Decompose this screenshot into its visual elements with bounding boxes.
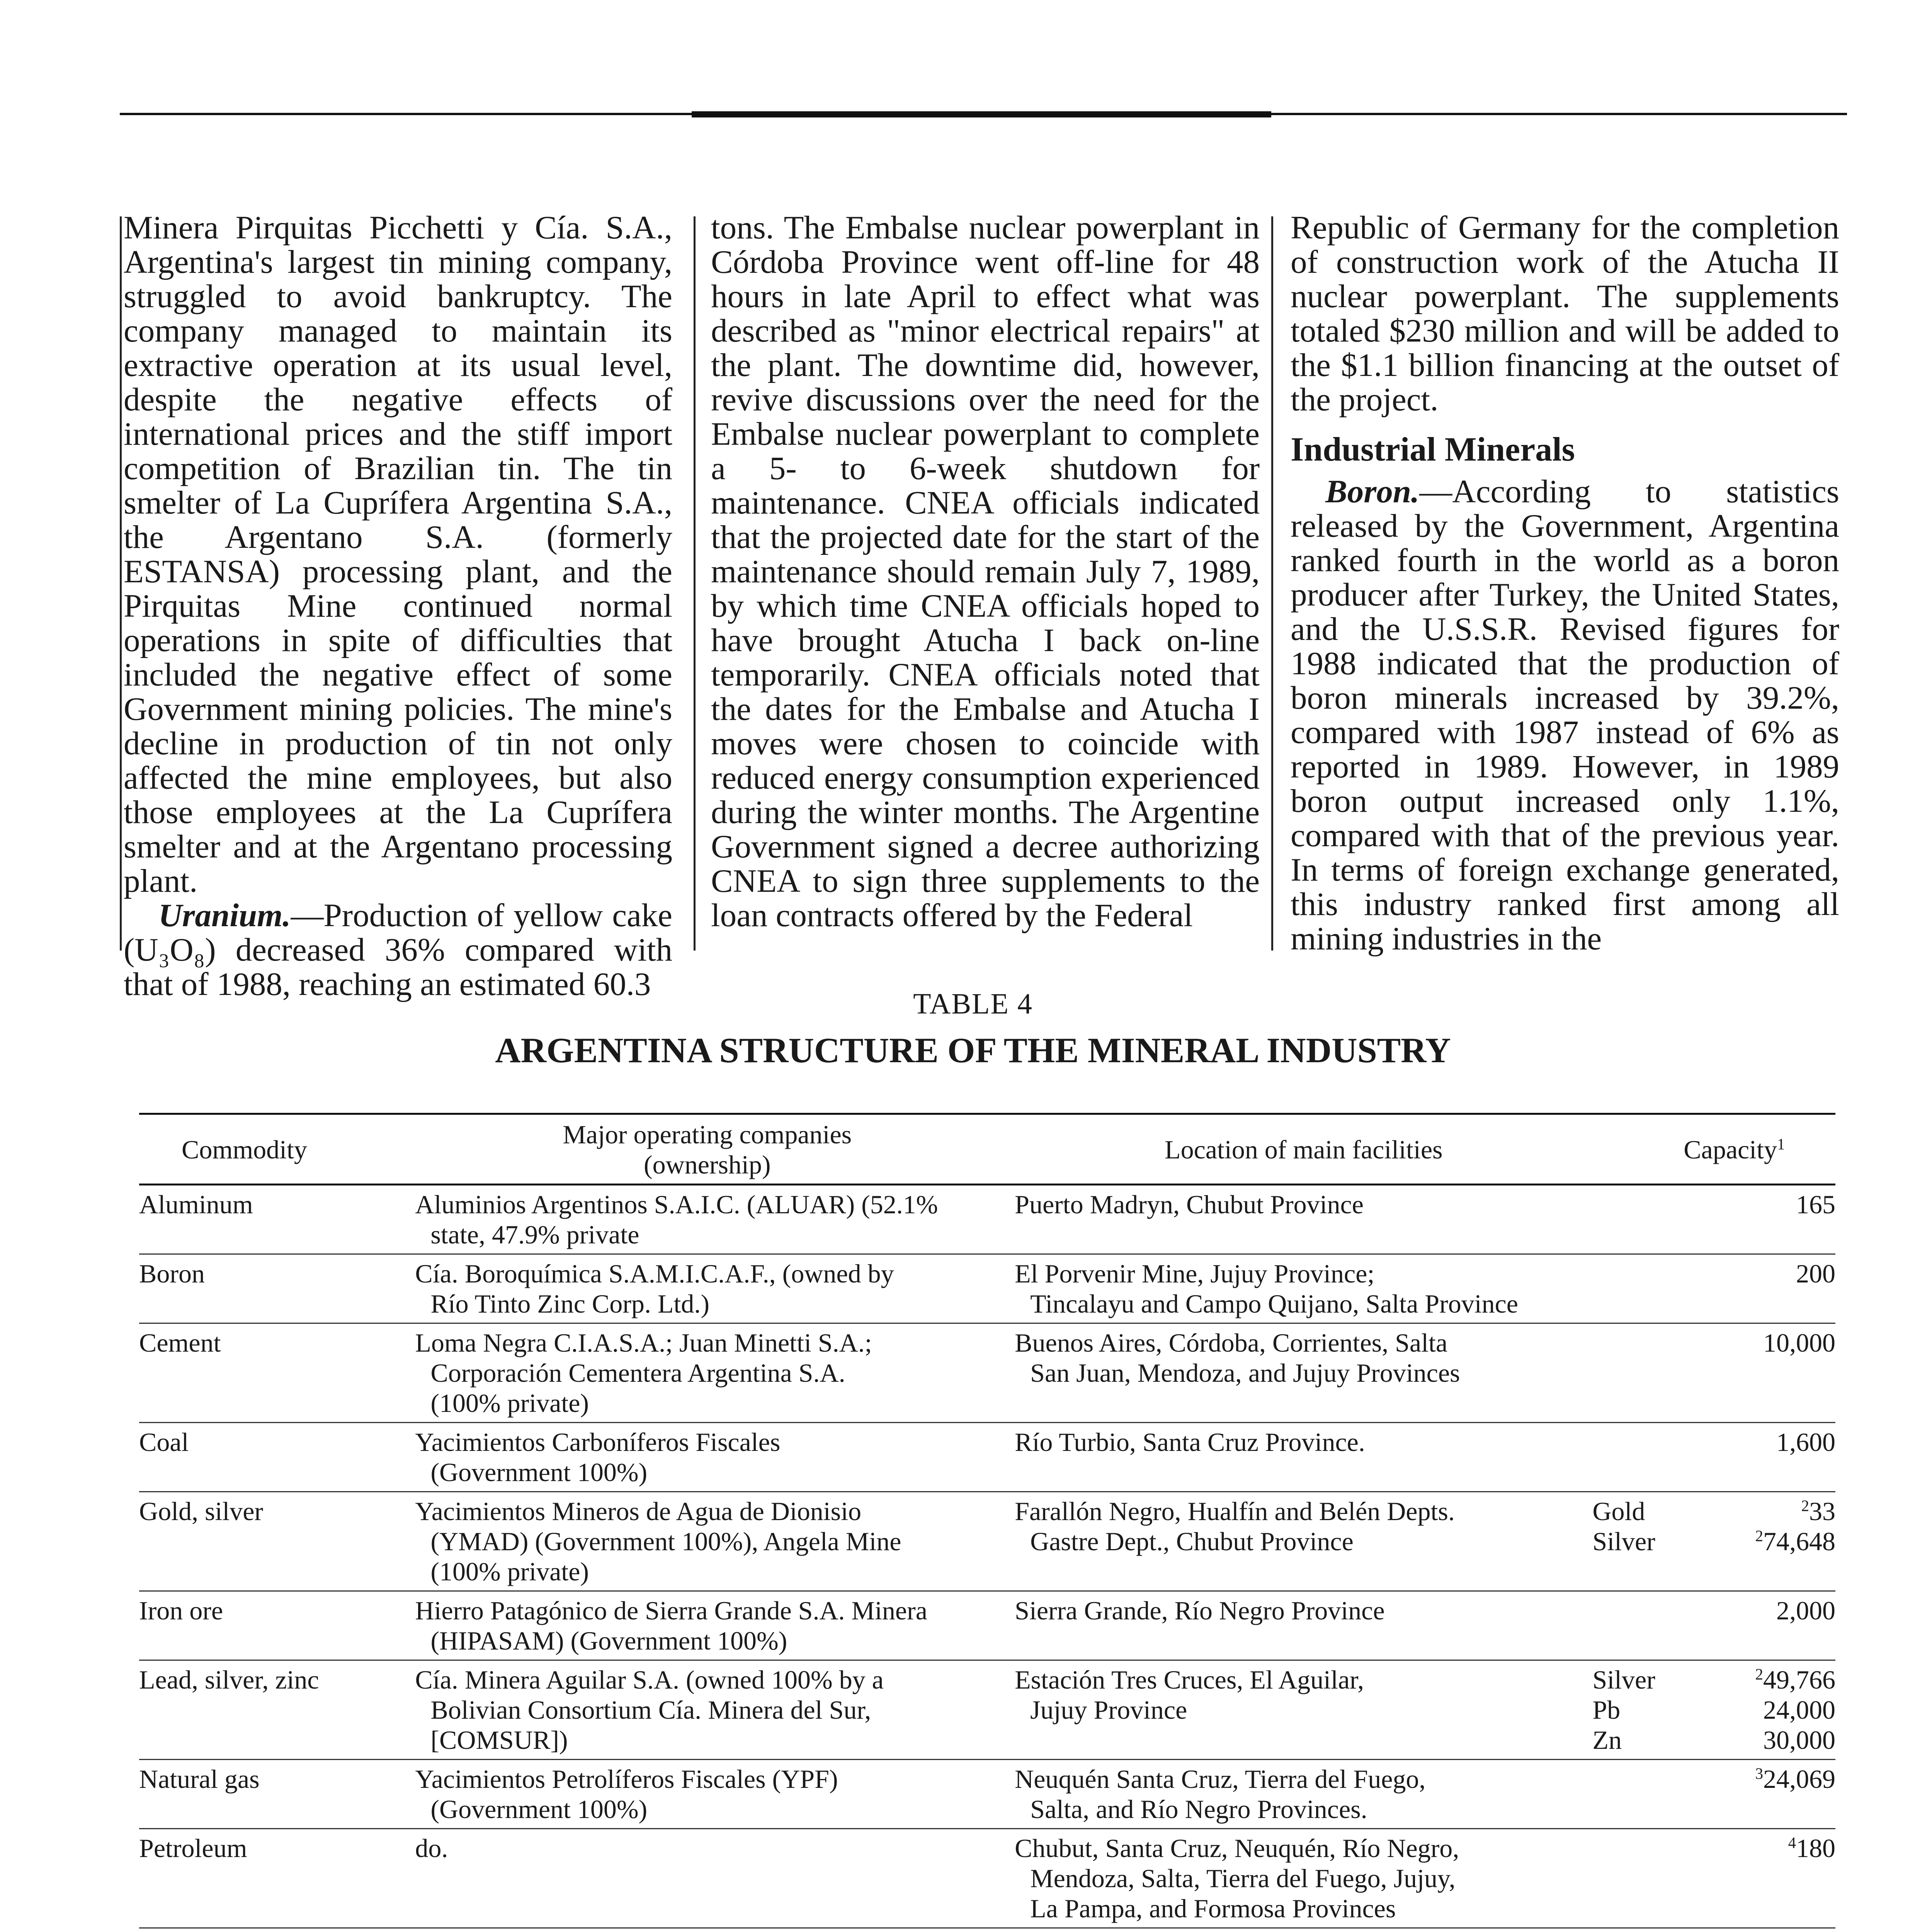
cell-location bbox=[1015, 1185, 1592, 1254]
cell-companies-text: Yacimientos Carboníferos Fiscales (Government 100%) bbox=[415, 1427, 781, 1487]
cell-commodity-text: Gold, silver bbox=[139, 1497, 264, 1526]
cell-commodity bbox=[139, 1185, 415, 1254]
capacity-values bbox=[1684, 1595, 1835, 1626]
cell-capacity bbox=[1684, 1928, 1835, 1932]
cell-commodity bbox=[139, 1760, 415, 1829]
cell-location-text: Farallón Negro, Hualfín and Belén Depts. Gastre Dept., Chubut Province bbox=[1015, 1497, 1455, 1556]
table-body bbox=[139, 1185, 1835, 1932]
cell-location-text: Río Turbio, Santa Cruz Province. bbox=[1015, 1427, 1365, 1457]
cell-capacity-class-text: Gold Silver bbox=[1592, 1497, 1655, 1556]
capacity-value: 165 bbox=[1796, 1190, 1835, 1219]
table-row bbox=[139, 1591, 1835, 1660]
cell-companies bbox=[415, 1660, 1015, 1760]
cell-commodity-text: Natural gas bbox=[139, 1764, 260, 1794]
column-rule-left bbox=[120, 216, 122, 951]
cell-companies-text: Aluminios Argentinos S.A.I.C. (ALUAR) (52.1% state, 47.9% private bbox=[415, 1190, 938, 1249]
cell-commodity bbox=[139, 1423, 415, 1492]
capacity-value: 1,600 bbox=[1776, 1427, 1835, 1457]
header-companies-text: Major operating companies (ownership) bbox=[563, 1120, 852, 1179]
cell-companies bbox=[415, 1254, 1015, 1323]
cell-capacity-class bbox=[1592, 1254, 1684, 1323]
cell-location bbox=[1015, 1829, 1592, 1928]
table-title: ARGENTINA STRUCTURE OF THE MINERAL INDUSTRY bbox=[495, 1031, 1451, 1070]
paragraph: Republic of Germany for the completion of construction work of the Atucha II nuclear powerplant. The supplements totaled $230 million and will be added to the $1.1 billion financing at the outset of the project. bbox=[1291, 209, 1839, 418]
cell-location bbox=[1015, 1760, 1592, 1829]
cell-location bbox=[1015, 1323, 1592, 1423]
cell-capacity-class bbox=[1592, 1591, 1684, 1660]
cell-commodity bbox=[139, 1829, 415, 1928]
capacity-line bbox=[1684, 1595, 1835, 1626]
capacity-values bbox=[1684, 1496, 1835, 1556]
header-capacity bbox=[1684, 1114, 1835, 1185]
cell-capacity bbox=[1684, 1254, 1835, 1323]
cell-location-text: Chubut, Santa Cruz, Neuquén, Río Negro, Mendoza, Salta, Tierra del Fuego, Jujuy, La Pampa, and Formosa Provinces bbox=[1015, 1833, 1459, 1923]
footnote-ref: 2 bbox=[1755, 1665, 1763, 1683]
table bbox=[139, 1113, 1835, 1932]
cell-companies bbox=[415, 1492, 1015, 1591]
capacity-values bbox=[1684, 1833, 1835, 1863]
cell-location bbox=[1015, 1660, 1592, 1760]
capacity-line bbox=[1684, 1725, 1835, 1755]
cell-commodity bbox=[139, 1492, 415, 1591]
capacity-value: 200 bbox=[1796, 1259, 1835, 1288]
header-commodity: Commodity bbox=[139, 1114, 415, 1185]
table-row bbox=[139, 1254, 1835, 1323]
header-class-blank bbox=[1592, 1114, 1684, 1185]
paragraph: tons. The Embalse nuclear powerplant in Córdoba Province went off-line for 48 hours in late April to effect what was described as "minor electrical repairs" at the plant. The downtime did, however, revive discussions over the need for the Embalse nuclear powerplant to complete a 5- to 6-week shutdown for maintenance. CNEA officials indicated that the projected date for the start of the maintenance should remain July 7, 1989, by which time CNEA officials hoped to have brought Atucha I back on-line temporarily. CNEA officials noted that the dates for the Embalse and Atucha I moves were chosen to coincide with reduced energy consumption experienced during the winter months. The Argentine Government signed a decree authorizing CNEA to sign three supplements to the loan contracts offered by the Federal bbox=[711, 209, 1260, 934]
capacity-values bbox=[1684, 1189, 1835, 1219]
table-row bbox=[139, 1829, 1835, 1928]
run-in-heading: Boron. bbox=[1325, 473, 1420, 510]
cell-location bbox=[1015, 1928, 1592, 1932]
cell-capacity-class-text: Silver Pb Zn bbox=[1592, 1665, 1655, 1755]
capacity-line bbox=[1684, 1259, 1835, 1289]
cell-commodity bbox=[139, 1928, 415, 1932]
cell-companies bbox=[415, 1323, 1015, 1423]
run-in-heading: Uranium. bbox=[158, 897, 291, 934]
cell-companies bbox=[415, 1928, 1015, 1932]
paragraph-text: —Production of yellow cake (U₃O₈) decreased 36% compared with that of 1988, reaching an estimated 60.3 bbox=[124, 897, 672, 1002]
cell-capacity bbox=[1684, 1829, 1835, 1928]
cell-capacity-class bbox=[1592, 1760, 1684, 1829]
cell-commodity bbox=[139, 1591, 415, 1660]
capacity-values bbox=[1684, 1665, 1835, 1755]
cell-capacity-class bbox=[1592, 1660, 1684, 1760]
mineral-industry-table bbox=[139, 1113, 1835, 1932]
cell-companies bbox=[415, 1185, 1015, 1254]
cell-capacity bbox=[1684, 1760, 1835, 1829]
capacity-value: 33 bbox=[1809, 1497, 1835, 1526]
cell-location bbox=[1015, 1492, 1592, 1591]
table-row bbox=[139, 1660, 1835, 1760]
top-rule-accent bbox=[692, 111, 1271, 117]
capacity-line bbox=[1684, 1496, 1835, 1526]
cell-commodity-text: Petroleum bbox=[139, 1833, 247, 1863]
capacity-values bbox=[1684, 1427, 1835, 1457]
capacity-value: 30,000 bbox=[1763, 1725, 1835, 1755]
cell-capacity bbox=[1684, 1591, 1835, 1660]
capacity-line bbox=[1684, 1189, 1835, 1219]
cell-location-text: Buenos Aires, Córdoba, Corrientes, Salta San Juan, Mendoza, and Jujuy Provinces bbox=[1015, 1328, 1460, 1388]
column-rule-middle-left bbox=[694, 216, 696, 951]
cell-commodity-text: Iron ore bbox=[139, 1596, 223, 1625]
cell-companies-text: Yacimientos Petrolíferos Fiscales (YPF) (Government 100%) bbox=[415, 1764, 838, 1824]
capacity-value: 24,000 bbox=[1763, 1695, 1835, 1725]
capacity-values bbox=[1684, 1259, 1835, 1289]
cell-capacity-class bbox=[1592, 1829, 1684, 1928]
cell-capacity bbox=[1684, 1323, 1835, 1423]
cell-commodity bbox=[139, 1660, 415, 1760]
table-row bbox=[139, 1185, 1835, 1254]
cell-companies-text: Yacimientos Mineros de Agua de Dionisio (YMAD) (Government 100%), Angela Mine (100% private) bbox=[415, 1497, 901, 1586]
table-label: TABLE 4 bbox=[913, 988, 1033, 1020]
capacity-values bbox=[1684, 1764, 1835, 1794]
cell-commodity bbox=[139, 1323, 415, 1423]
capacity-value: 74,648 bbox=[1763, 1527, 1835, 1556]
cell-location bbox=[1015, 1591, 1592, 1660]
paragraph: Minera Pirquitas Picchetti y Cía. S.A., Argentina's largest tin mining company, struggled to avoid bankruptcy. The company managed to maintain its extractive operation at its usual level, despite the negative effects of international prices and the stiff import competition of Brazilian tin. The tin smelter of La Cuprífera Argentina S.A., the Argentano S.A. (formerly ESTANSA) processing plant, and the Pirquitas Mine continued normal operations in spite of difficulties that included the negative effect of some Government mining policies. The mine's decline in production of tin not only affected the mine employees, but also those employees at the La Cuprífera smelter and at the Argentano processing plant. bbox=[124, 209, 672, 899]
header-location: Location of main facilities bbox=[1015, 1114, 1592, 1185]
cell-companies bbox=[415, 1591, 1015, 1660]
capacity-line bbox=[1684, 1695, 1835, 1725]
footnote-ref: 4 bbox=[1788, 1834, 1796, 1852]
cell-capacity bbox=[1684, 1492, 1835, 1591]
cell-commodity-text: Lead, silver, zinc bbox=[139, 1665, 319, 1694]
capacity-value: 180 bbox=[1796, 1833, 1835, 1863]
cell-commodity bbox=[139, 1254, 415, 1323]
text-column-1 bbox=[124, 209, 672, 1002]
cell-location bbox=[1015, 1423, 1592, 1492]
cell-capacity-class bbox=[1592, 1185, 1684, 1254]
cell-location-text: Estación Tres Cruces, El Aguilar, Jujuy Province bbox=[1015, 1665, 1364, 1725]
cell-location bbox=[1015, 1254, 1592, 1323]
table-row bbox=[139, 1760, 1835, 1829]
cell-capacity-class bbox=[1592, 1928, 1684, 1932]
cell-companies-text: Loma Negra C.I.A.S.A.; Juan Minetti S.A.; Corporación Cementera Argentina S.A. (100% private) bbox=[415, 1328, 872, 1418]
cell-companies bbox=[415, 1423, 1015, 1492]
footnote-ref: 2 bbox=[1755, 1527, 1763, 1545]
capacity-value: 2,000 bbox=[1776, 1596, 1835, 1625]
cell-capacity-class bbox=[1592, 1323, 1684, 1423]
cell-companies-text: Cía. Boroquímica S.A.M.I.C.A.F., (owned by Río Tinto Zinc Corp. Ltd.) bbox=[415, 1259, 894, 1318]
capacity-values bbox=[1684, 1328, 1835, 1358]
capacity-line bbox=[1684, 1328, 1835, 1358]
table-row bbox=[139, 1928, 1835, 1932]
text-column-2 bbox=[711, 211, 1260, 980]
cell-companies-text: do. bbox=[415, 1833, 448, 1863]
cell-capacity bbox=[1684, 1185, 1835, 1254]
capacity-value: 10,000 bbox=[1763, 1328, 1835, 1357]
table-row bbox=[139, 1323, 1835, 1423]
paragraph-uranium bbox=[124, 898, 672, 1002]
cell-commodity-text: Boron bbox=[139, 1259, 205, 1288]
cell-commodity-text: Coal bbox=[139, 1427, 189, 1457]
text-column-3 bbox=[1291, 211, 1839, 980]
capacity-line bbox=[1684, 1833, 1835, 1863]
table-row bbox=[139, 1492, 1835, 1591]
header-capacity-text: Capacity bbox=[1684, 1135, 1777, 1164]
capacity-value: 24,069 bbox=[1763, 1764, 1835, 1794]
column-rule-middle-right bbox=[1271, 216, 1273, 951]
table-header-row bbox=[139, 1114, 1835, 1185]
cell-location-text: El Porvenir Mine, Jujuy Province; Tincalayu and Campo Quijano, Salta Province bbox=[1015, 1259, 1518, 1318]
cell-location-text: Sierra Grande, Río Negro Province bbox=[1015, 1596, 1385, 1625]
capacity-line bbox=[1684, 1526, 1835, 1556]
cell-commodity-text: Aluminum bbox=[139, 1190, 253, 1219]
paragraph-text: —According to statistics released by the Government, Argentina ranked fourth in the world as a boron producer after Turkey, the United States, and the U.S.S.R. Revised figures for 1988 indicated that the production of boron minerals increased by 39.2%, compared with 1987 instead of 6% as reported in 1989. However, in 1989 boron output increased only 1.1%, compared with that of the previous year. In terms of foreign exchange generated, this industry ranked first among all mining industries in the bbox=[1291, 473, 1839, 957]
cell-companies bbox=[415, 1829, 1015, 1928]
footnote-ref: 2 bbox=[1801, 1497, 1809, 1515]
capacity-line bbox=[1684, 1665, 1835, 1695]
cell-capacity-class bbox=[1592, 1492, 1684, 1591]
cell-capacity bbox=[1684, 1423, 1835, 1492]
section-heading: Industrial Minerals bbox=[1291, 431, 1575, 468]
cell-companies-text: Hierro Patagónico de Sierra Grande S.A. Minera (HIPASAM) (Government 100%) bbox=[415, 1596, 927, 1655]
footnote-ref: 3 bbox=[1755, 1765, 1763, 1782]
cell-capacity bbox=[1684, 1660, 1835, 1760]
table-row bbox=[139, 1423, 1835, 1492]
capacity-line bbox=[1684, 1764, 1835, 1794]
footnote-ref: 1 bbox=[1777, 1135, 1785, 1153]
header-companies bbox=[415, 1114, 1015, 1185]
cell-capacity-class bbox=[1592, 1423, 1684, 1492]
cell-location-text: Puerto Madryn, Chubut Province bbox=[1015, 1190, 1364, 1219]
cell-location-text: Neuquén Santa Cruz, Tierra del Fuego, Salta, and Río Negro Provinces. bbox=[1015, 1764, 1426, 1824]
paragraph-boron bbox=[1291, 474, 1839, 956]
cell-companies-text: Cía. Minera Aguilar S.A. (owned 100% by a Bolivian Consortium Cía. Minera del Sur, [COMSUR]) bbox=[415, 1665, 884, 1755]
capacity-value: 49,766 bbox=[1763, 1665, 1835, 1694]
cell-commodity-text: Cement bbox=[139, 1328, 221, 1357]
capacity-line bbox=[1684, 1427, 1835, 1457]
cell-companies bbox=[415, 1760, 1015, 1829]
